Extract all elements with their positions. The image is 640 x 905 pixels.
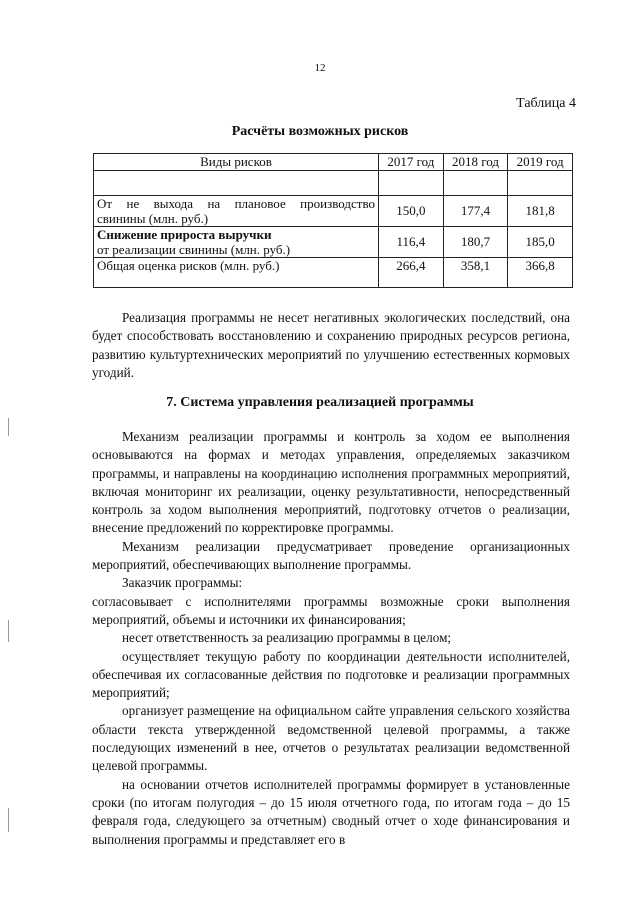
paragraph: на основании отчетов исполнителей программы формирует в установленные сроки (по итогам полугодия – до 15 июля отчетного года, по итогам года – до 15 февраля года, следующего за отчетным) сводный отчет о ходе финансирования и выполнения программы и представляет его в bbox=[92, 776, 570, 847]
table-spacer-row bbox=[94, 171, 573, 196]
paragraph: несет ответственность за реализацию программы в целом; bbox=[122, 630, 452, 646]
table-header-row bbox=[94, 154, 573, 171]
risk-name-cell bbox=[94, 258, 379, 288]
table-row bbox=[94, 258, 573, 288]
section-heading: 7. Система управления реализацией программы bbox=[166, 395, 474, 410]
risk-name-line: от реализации свинины (млн. руб.) bbox=[97, 242, 291, 257]
value-cell: 366,8 bbox=[508, 258, 573, 288]
value-cell: 185,0 bbox=[508, 227, 573, 258]
risk-name-line: свинины (млн. руб.) bbox=[97, 211, 209, 226]
paragraph: Механизм реализации предусматривает проведение организационных мероприятий, обеспечивающих выполнение программы. bbox=[92, 538, 570, 573]
paragraph: Заказчик программы: bbox=[122, 575, 243, 591]
header-risk-type: Виды рисков bbox=[94, 154, 379, 171]
value-cell: 177,4 bbox=[443, 196, 508, 227]
risk-name-line: От не выхода на плановое производство bbox=[97, 196, 375, 211]
paragraph: согласовывает с исполнителями программы возможные сроки выполнения мероприятий, объемы и источники их финансирования; bbox=[92, 593, 570, 627]
value-cell: 180,7 bbox=[443, 227, 508, 258]
value-cell: 116,4 bbox=[379, 227, 444, 258]
table-row bbox=[94, 196, 573, 227]
header-2018: 2018 год bbox=[443, 154, 508, 171]
scan-margin-mark bbox=[8, 808, 9, 832]
page-number: 12 bbox=[314, 62, 326, 74]
risk-name-cell bbox=[94, 227, 379, 258]
body-text bbox=[92, 428, 570, 849]
intro-paragraph-block bbox=[92, 309, 570, 382]
scan-margin-mark bbox=[8, 418, 9, 436]
risk-name-cell bbox=[94, 196, 379, 227]
intro-paragraph: Реализация программы не несет негативных экологических последствий, она будет способствовать восстановлению и сохранению природных ресурсов региона, развитию культуртехнических мероприятий по улучшению естественных кормовых угодий. bbox=[92, 310, 570, 380]
paragraph: Механизм реализации программы и контроль за ходом ее выполнения основываются на формах и методах управления, определяемых заказчиком программы, и направлены на координацию исполнения программных мероприятий, включая мониторинг их реализации, оценку результативности, непосредственный контроль за ходом выполнения мероприятий, подготовку отчетов о реализации, внесение предложений по корректировке программы. bbox=[92, 429, 570, 536]
scan-margin-mark bbox=[8, 620, 9, 642]
value-cell: 266,4 bbox=[379, 258, 444, 288]
value-cell: 358,1 bbox=[443, 258, 508, 288]
table-row bbox=[94, 227, 573, 258]
value-cell: 150,0 bbox=[379, 196, 444, 227]
header-2019: 2019 год bbox=[508, 154, 573, 171]
risks-table bbox=[93, 153, 573, 288]
paragraph: осуществляет текущую работу по координации деятельности исполнителей, обеспечивая их согласованные действия по подготовке и реализации программных мероприятий; bbox=[92, 648, 570, 701]
risk-name-line: Снижение прироста выручки bbox=[97, 227, 272, 242]
table-label: Таблица 4 bbox=[516, 96, 576, 111]
header-2017: 2017 год bbox=[379, 154, 444, 171]
paragraph: организует размещение на официальном сайте управления сельского хозяйства области текста утвержденной ведомственной целевой программы, а также последующих изменений в нее, отчетов о результатах реализации ведомственной целевой программы. bbox=[92, 703, 570, 774]
value-cell: 181,8 bbox=[508, 196, 573, 227]
table-title: Расчёты возможных рисков bbox=[231, 124, 409, 139]
risk-name-line: Общая оценка рисков (млн. руб.) bbox=[97, 258, 280, 273]
